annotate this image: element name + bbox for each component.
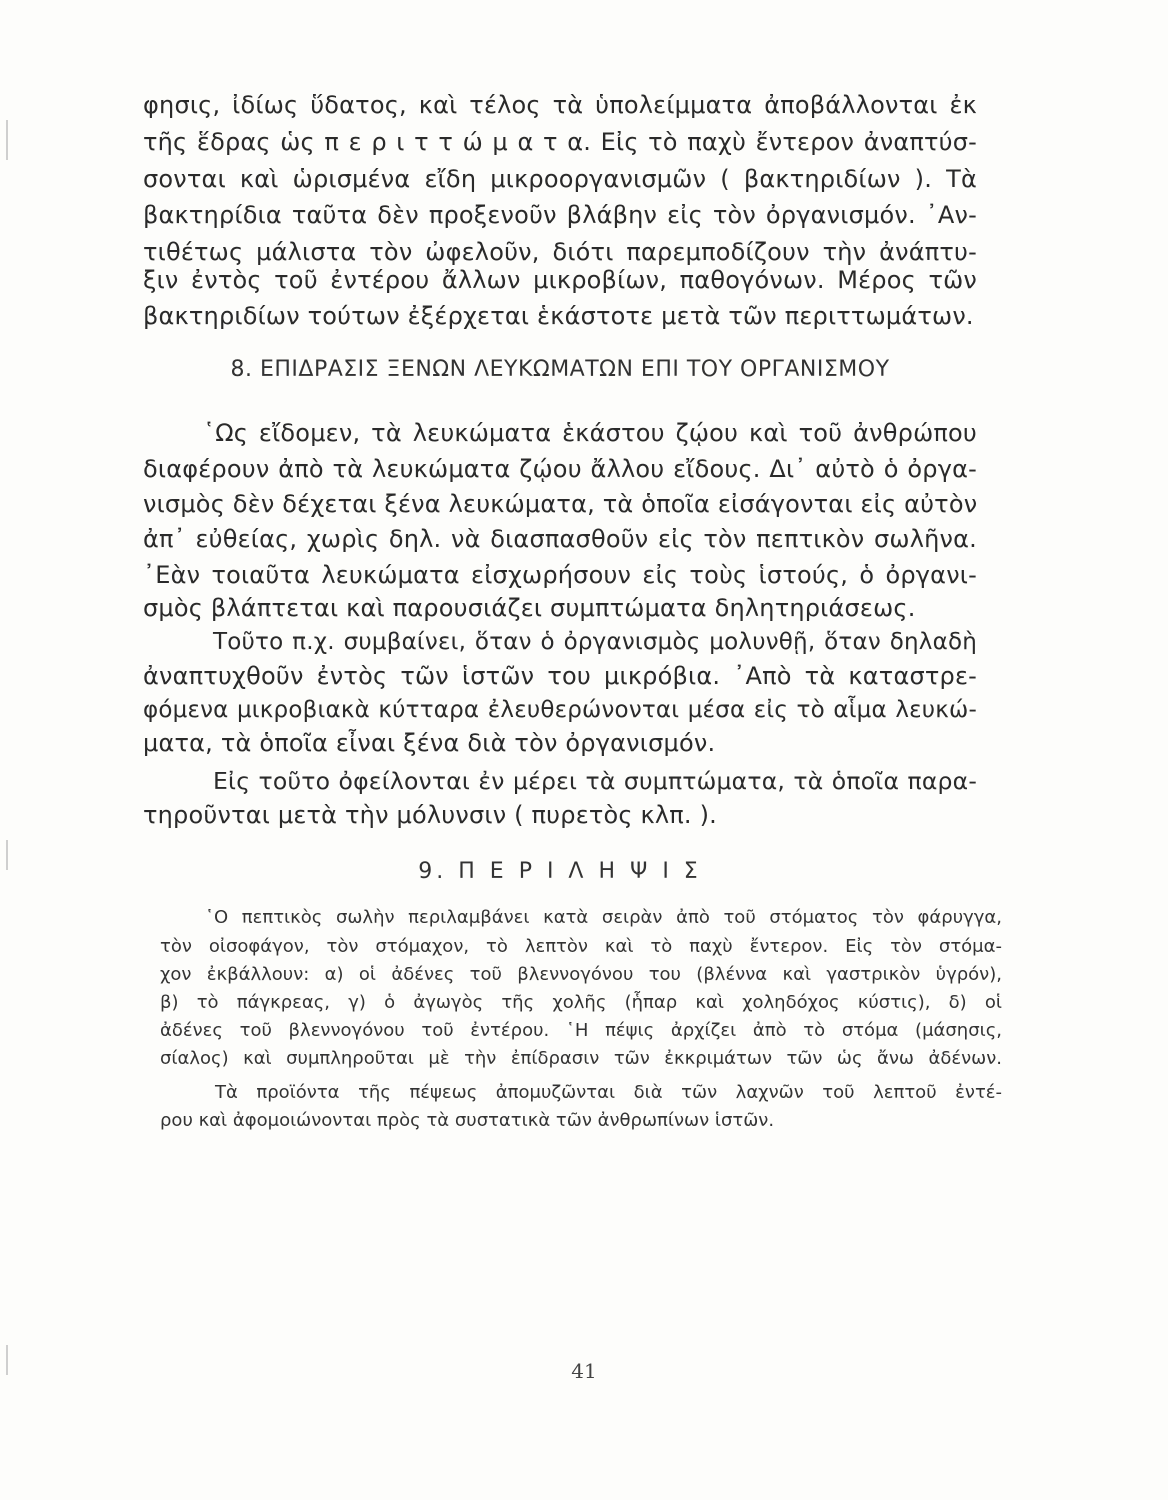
text-line: Τοῦτο π.χ. συμβαίνει, ὅταν ὁ ὀργανισμὸς μολυνθῇ, ὅταν δηλαδὴ (213, 629, 977, 655)
text-line: τῆς ἕδρας ὡς π ε ρ ι τ τ ώ μ α τ α. Εἰς τὸ παχὺ ἔντερον ἀναπτύσ- (143, 128, 977, 156)
text-line: βακτηρίδια ταῦτα δὲν προξενοῦν βλάβην εἰς τὸν ὀργανισμόν. ᾿Αν- (143, 201, 977, 229)
text-line: τιθέτως μάλιστα τὸν ὠφελοῦν, διότι παρεμποδίζουν τὴν ἀνάπτυ- (143, 238, 977, 266)
section-heading-8: 8. ΕΠΙΔΡΑΣΙΣ ΞΕΝΩΝ ΛΕΥΚΩΜΑΤΩΝ ΕΠΙ ΤΟΥ ΟΡΓΑΝΙΣΜΟΥ (230, 357, 890, 382)
text-line: ματα, τὰ ὁποῖα εἶναι ξένα διὰ τὸν ὀργανισμόν. (143, 729, 716, 757)
section-heading-9: 9. Π Ε Ρ Ι Λ Η Ψ Ι Σ (418, 859, 702, 884)
scan-edge-mark (6, 120, 8, 160)
text-line: χον ἐκβάλλουν: α) οἱ ἀδένες τοῦ βλεννογόνου του (βλέννα καὶ γαστρικὸν ὑγρόν), (160, 964, 1002, 985)
text-line: σονται καὶ ὡρισμένα εἴδη μικροοργανισμῶν ( βακτηριδίων ). Τὰ (143, 165, 977, 193)
text-line: ἀναπτυχθοῦν ἐντὸς τῶν ἱστῶν του μικρόβια. ᾿Απὸ τὰ καταστρε- (143, 662, 977, 690)
text-line: τηροῦνται μετὰ τὴν μόλυνσιν ( πυρετὸς κλπ. ). (143, 801, 717, 829)
text-line: σίαλος) καὶ συμπληροῦται μὲ τὴν ἐπίδρασιν τῶν ἐκκριμάτων τῶν ὡς ἄνω ἀδένων. (160, 1048, 1002, 1069)
text-line: ἀδένες τοῦ βλεννογόνου τοῦ ἐντέρου. ῾Η πέψις ἀρχίζει ἀπὸ τὸ στόμα (μάσησις, (160, 1020, 1002, 1041)
text-line: ῾Ως εἴδομεν, τὰ λευκώματα ἑκάστου ζῴου καὶ τοῦ ἀνθρώπου (203, 419, 977, 447)
text-line: τὸν οἰσοφάγον, τὸν στόμαχον, τὸ λεπτὸν καὶ τὸ παχὺ ἔντερον. Εἰς τὸν στόμα- (160, 936, 1002, 957)
text-line: βακτηριδίων τούτων ἐξέρχεται ἑκάστοτε μετὰ τῶν περιττωμάτων. (143, 302, 974, 330)
text-line: σμὸς βλάπτεται καὶ παρουσιάζει συμπτώματα δηλητηριάσεως. (143, 594, 916, 622)
text-line: ξιν ἐντὸς τοῦ ἐντέρου ἄλλων μικροβίων, παθογόνων. Μέρος τῶν (143, 266, 977, 294)
text-line: νισμὸς δὲν δέχεται ξένα λευκώματα, τὰ ὁποῖα εἰσάγονται εἰς αὐτὸν (143, 490, 978, 518)
text-line: φόμενα μικροβιακὰ κύτταρα ἐλευθερώνονται μέσα εἰς τὸ αἷμα λευκώ- (143, 697, 977, 723)
scan-edge-mark (6, 840, 8, 870)
text-line: ρου καὶ ἀφομοιώνονται πρὸς τὰ συστατικὰ τῶν ἀνθρωπίνων ἱστῶν. (160, 1110, 775, 1131)
page-number: 41 (571, 1359, 597, 1383)
text-line: ᾿Εὰν τοιαῦτα λευκώματα εἰσχωρήσουν εἰς τοὺς ἱστούς, ὁ ὀργανι- (143, 561, 977, 589)
text-line: φησις, ἰδίως ὕδατος, καὶ τέλος τὰ ὑπολείμματα ἀποβάλλονται ἐκ (143, 91, 977, 119)
text-line: διαφέρουν ἀπὸ τὰ λευκώματα ζῴου ἄλλου εἴδους. Δι᾿ αὐτὸ ὁ ὀργα- (143, 455, 977, 483)
text-line: ἀπ᾿ εὐθείας, χωρὶς δηλ. νὰ διασπασθοῦν εἰς τὸν πεπτικὸν σωλῆνα. (143, 525, 977, 553)
text-line: Εἰς τοῦτο ὀφείλονται ἐν μέρει τὰ συμπτώματα, τὰ ὁποῖα παρα- (213, 767, 977, 795)
text-line: Τὰ προϊόντα τῆς πέψεως ἀπομυζῶνται διὰ τῶν λαχνῶν τοῦ λεπτοῦ ἐντέ- (215, 1082, 1002, 1103)
text-line: β) τὸ πάγκρεας, γ) ὁ ἀγωγὸς τῆς χολῆς (ἧπαρ καὶ χοληδόχος κύστις), δ) οἱ (160, 992, 1002, 1013)
text-line: ῾Ο πεπτικὸς σωλὴν περιλαμβάνει κατὰ σειρὰν ἀπὸ τοῦ στόματος τὸν φάρυγγα, (205, 907, 1002, 928)
